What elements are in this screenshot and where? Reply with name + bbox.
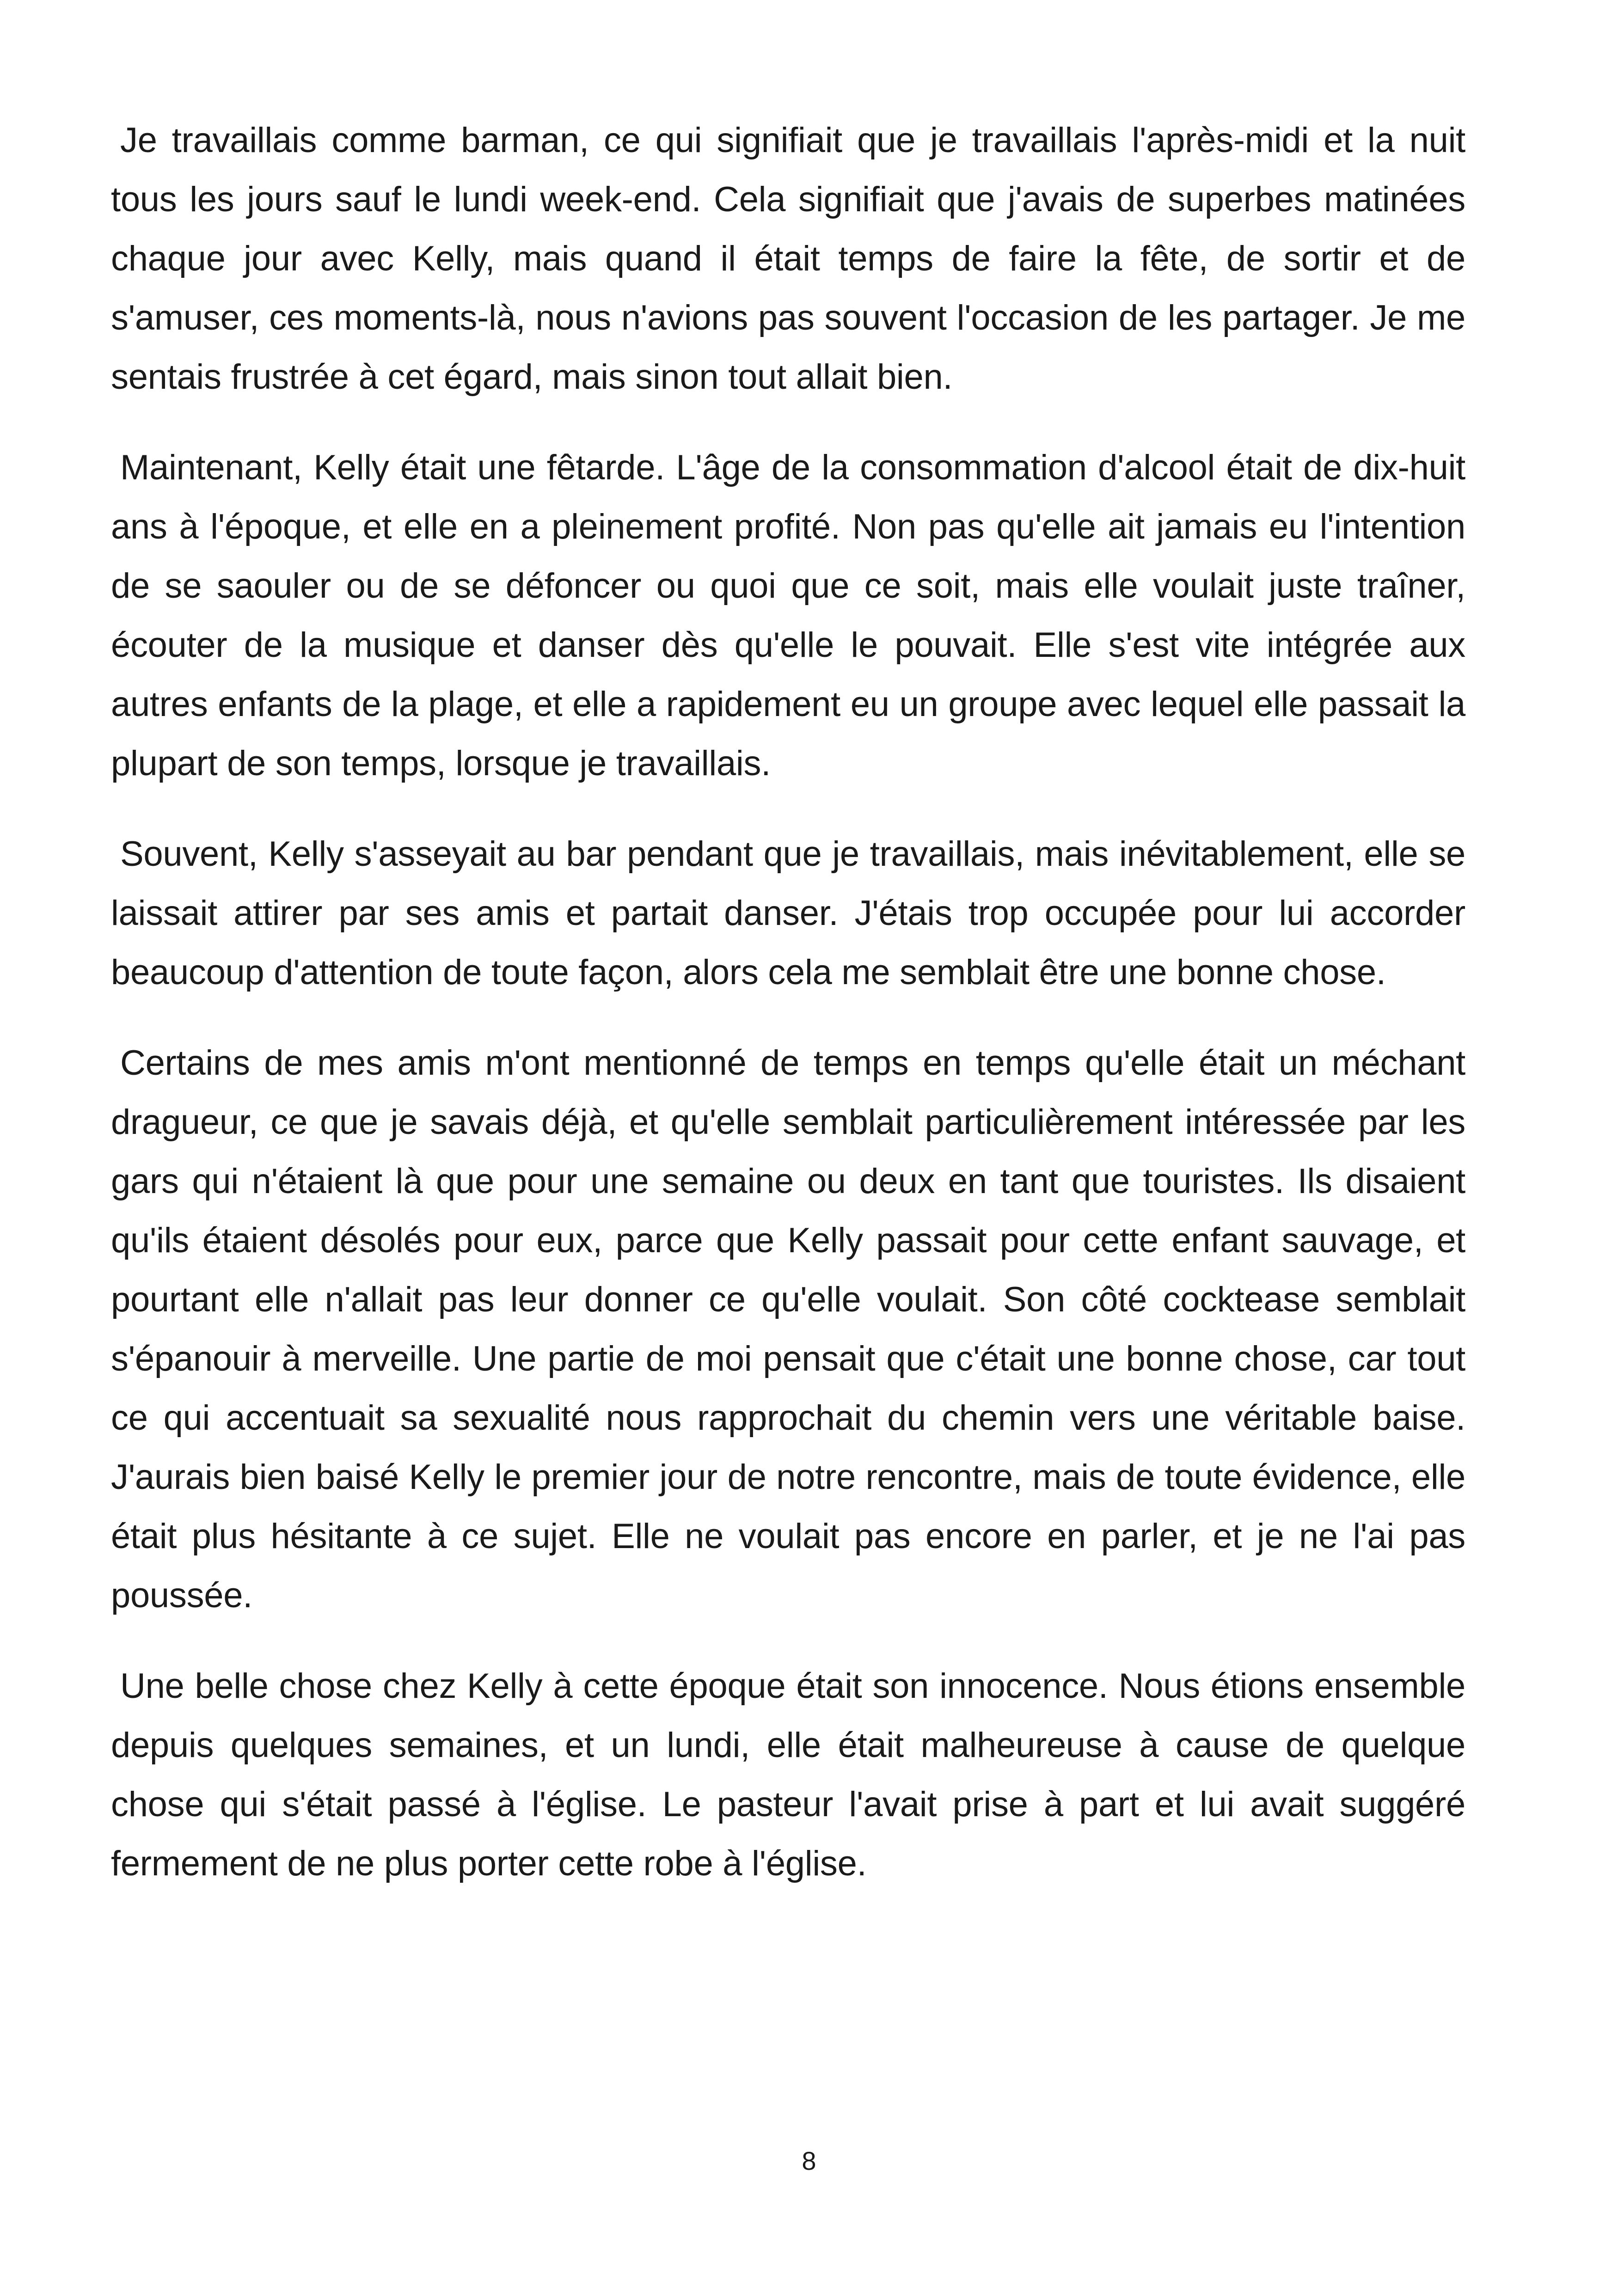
paragraph-2: Maintenant, Kelly était une fêtarde. L'âge de la consommation d'alcool était de dix-huit ans à l'époque, et elle en a pleinement profité. Non pas qu'elle ait jamais eu l'intention de se saouler ou de se défoncer ou quoi que ce soit, mais elle voulait juste traîner, écouter de la musique et danser dès qu'elle le pouvait. Elle s'est vite intégrée aux autres enfants de la plage, et elle a rapidement eu un groupe avec lequel elle passait la plupart de son temps, lorsque je travaillais. bbox=[111, 448, 1465, 783]
page-number: 8 bbox=[802, 2146, 816, 2175]
paragraph-5: Une belle chose chez Kelly à cette époque était son innocence. Nous étions ensemble depuis quelques semaines, et un lundi, elle était malheureuse à cause de quelque chose qui s'était passé à l'église. Le pasteur l'avait prise à part et lui avait suggéré fermement de ne plus porter cette robe à l'église. bbox=[111, 1666, 1465, 1883]
paragraph-3: Souvent, Kelly s'asseyait au bar pendant que je travaillais, mais inévitablement, elle se laissait attirer par ses amis et partait danser. J'étais trop occupée pour lui accorder beaucoup d'attention de toute façon, alors cela me semblait être une bonne chose. bbox=[111, 834, 1465, 992]
paragraph-1: Je travaillais comme barman, ce qui signifiait que je travaillais l'après-midi et la nuit tous les jours sauf le lundi week-end. Cela signifiait que j'avais de superbes matinées chaque jour avec Kelly, mais quand il était temps de faire la fête, de sortir et de s'amuser, ces moments-là, nous n'avions pas souvent l'occasion de les partager. Je me sentais frustrée à cet égard, mais sinon tout allait bien. bbox=[111, 121, 1465, 397]
body-text bbox=[111, 111, 1465, 1925]
paragraph-4: Certains de mes amis m'ont mentionné de temps en temps qu'elle était un méchant dragueur, ce que je savais déjà, et qu'elle semblait particulièrement intéressée par les gars qui n'étaient là que pour une semaine ou deux en tant que touristes. Ils disaient qu'ils étaient désolés pour eux, parce que Kelly passait pour cette enfant sauvage, et pourtant elle n'allait pas leur donner ce qu'elle voulait. Son côté cocktease semblait s'épanouir à merveille. Une partie de moi pensait que c'était une bonne chose, car tout ce qui accentuait sa sexualité nous rapprochait du chemin vers une véritable baise. J'aurais bien baisé Kelly le premier jour de notre rencontre, mais de toute évidence, elle était plus hésitante à ce sujet. Elle ne voulait pas encore en parler, et je ne l'ai pas poussée. bbox=[111, 1043, 1465, 1615]
